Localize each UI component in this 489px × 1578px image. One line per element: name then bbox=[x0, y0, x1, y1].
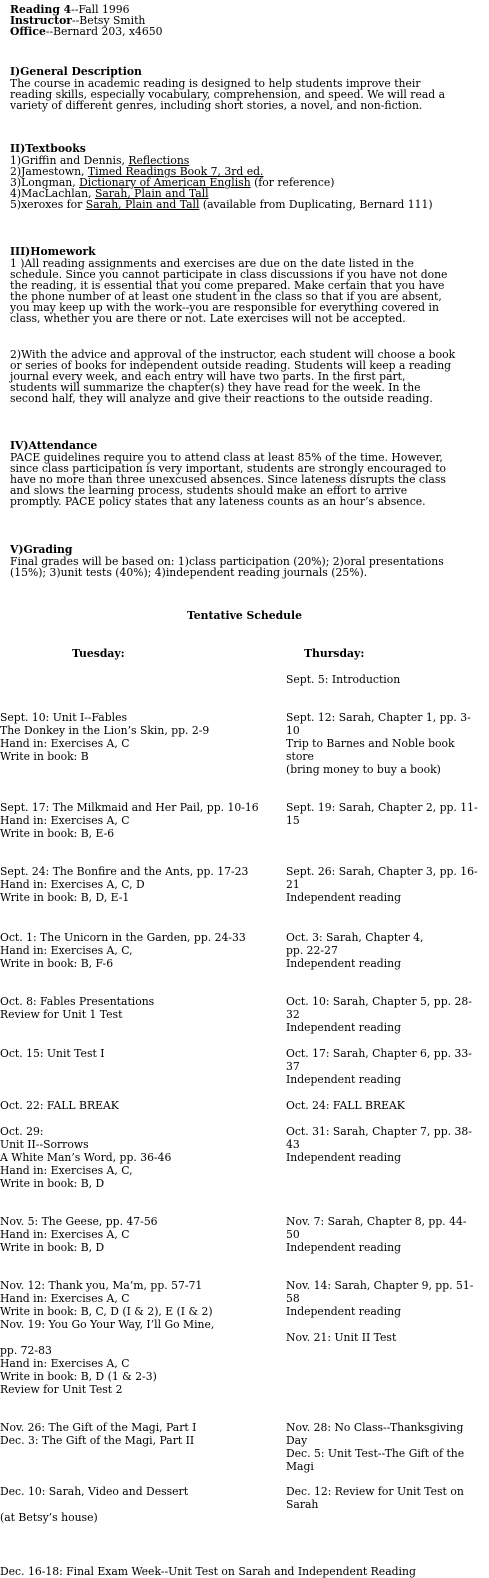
office-info: --Bernard 203, x4650 bbox=[45, 25, 163, 38]
textbook-prefix: 5)xeroxes for bbox=[10, 198, 86, 211]
text-line: 2)With the advice and approval of the instructor, each student will choose a book bbox=[10, 348, 456, 361]
tuesday-entry bbox=[0, 1100, 270, 1113]
textbook-suffix: (available from Duplicating, Bernard 111) bbox=[199, 198, 433, 211]
schedule-line: (bring money to buy a book) bbox=[286, 763, 441, 776]
text-line: the phone number of at least one student in the class so that if you are absent, bbox=[10, 290, 442, 303]
office-label: Office bbox=[10, 25, 46, 38]
office-line bbox=[10, 26, 163, 37]
attendance-text bbox=[10, 452, 480, 507]
tuesday-entry bbox=[0, 1126, 270, 1191]
schedule-line: Oct. 22: FALL BREAK bbox=[0, 1099, 119, 1112]
schedule-line: Hand in: Exercises A, C, D bbox=[0, 878, 145, 891]
grading-text bbox=[10, 556, 480, 578]
textbook-suffix: (for reference) bbox=[250, 176, 335, 189]
schedule-line: Write in book: B, E-6 bbox=[0, 827, 115, 840]
schedule-line: Nov. 21: Unit II Test bbox=[286, 1331, 397, 1344]
textbook-item bbox=[10, 199, 480, 210]
text-line: since class participation is very important, students are strongly encouraged to bbox=[10, 462, 447, 475]
homework-para-1 bbox=[10, 258, 480, 324]
schedule-line: Hand in: Exercises A, C, bbox=[0, 944, 133, 957]
schedule-line: Oct. 10: Sarah, Chapter 5, pp. 28- bbox=[286, 995, 472, 1008]
schedule-line: pp. 22-27 bbox=[286, 944, 338, 957]
thursday-entry bbox=[286, 802, 486, 828]
course-name: Reading 4 bbox=[10, 3, 72, 16]
tuesday-entry bbox=[0, 866, 270, 905]
thursday-entry bbox=[286, 674, 486, 687]
schedule-line: Oct. 3: Sarah, Chapter 4, bbox=[286, 931, 424, 944]
section-title-homework: III)Homework bbox=[10, 245, 96, 258]
thursday-entry bbox=[286, 1126, 486, 1165]
section-title-attendance: IV)Attendance bbox=[10, 439, 98, 452]
schedule-line: Nov. 12: Thank you, Ma’m, pp. 57-71 bbox=[0, 1279, 203, 1292]
schedule-line: Trip to Barnes and Noble book bbox=[286, 737, 455, 750]
schedule-line: Sept. 19: Sarah, Chapter 2, pp. 11- bbox=[286, 801, 478, 814]
textbook-prefix: 3)Longman, bbox=[10, 176, 80, 189]
schedule-line: Oct. 8: Fables Presentations bbox=[0, 995, 155, 1008]
schedule-line: Sept. 26: Sarah, Chapter 3, pp. 16- bbox=[286, 865, 478, 878]
schedule-line: Oct. 24: FALL BREAK bbox=[286, 1099, 405, 1112]
thursday-header: Thursday: bbox=[304, 647, 365, 660]
schedule-line: Write in book: B bbox=[0, 750, 89, 763]
textbook-prefix: 1)Griffin and Dennis, bbox=[10, 154, 129, 167]
schedule-line: Nov. 7: Sarah, Chapter 8, pp. 44- bbox=[286, 1215, 467, 1228]
text-line: the reading, it is essential that you come prepared. Make certain that you have bbox=[10, 279, 445, 292]
schedule-line: Hand in: Exercises A, C bbox=[0, 1228, 130, 1241]
textbook-list bbox=[10, 155, 480, 210]
schedule-line: Day bbox=[286, 1434, 308, 1447]
schedule-line: Dec. 5: Unit Test--The Gift of the bbox=[286, 1447, 465, 1460]
schedule-line: Review for Unit 1 Test bbox=[0, 1008, 123, 1021]
schedule-line: Write in book: B, D bbox=[0, 1177, 105, 1190]
schedule-line: Hand in: Exercises A, C bbox=[0, 737, 130, 750]
thursday-entry bbox=[286, 1100, 486, 1113]
text-line: class, whether you are there or not. Late exercises will not be accepted. bbox=[10, 312, 406, 325]
textbook-prefix: 2)Jamestown, bbox=[10, 165, 88, 178]
tuesday-entry bbox=[0, 996, 270, 1022]
text-line: (15%); 3)unit tests (40%); 4)independent reading journals (25%). bbox=[10, 566, 368, 579]
text-line: promptly. PACE policy states that any lateness counts as an hour’s absence. bbox=[10, 495, 426, 508]
thursday-entry bbox=[286, 1048, 486, 1087]
final-exam-line: Dec. 16-18: Final Exam Week--Unit Test on Sarah and Independent Reading bbox=[0, 1565, 416, 1578]
tuesday-entry bbox=[0, 1216, 270, 1255]
schedule-line: Hand in: Exercises A, C bbox=[0, 1292, 130, 1305]
tuesday-entry bbox=[0, 1280, 270, 1397]
schedule-line: Sarah bbox=[286, 1498, 319, 1511]
homework-para-2 bbox=[10, 349, 480, 404]
section-title-textbooks: II)Textbooks bbox=[10, 142, 86, 155]
tuesday-entry bbox=[0, 1048, 270, 1061]
schedule-line: Independent reading bbox=[286, 891, 402, 904]
schedule-line: Hand in: Exercises A, C, bbox=[0, 1164, 133, 1177]
schedule-line: Oct. 1: The Unicorn in the Garden, pp. 24-33 bbox=[0, 931, 246, 944]
tuesday-entry bbox=[0, 802, 270, 841]
text-line: variety of different genres, including short stories, a novel, and non-fiction. bbox=[10, 99, 423, 112]
thursday-entry bbox=[286, 866, 486, 905]
schedule-line: Unit II--Sorrows bbox=[0, 1138, 89, 1151]
schedule-line: Sept. 17: The Milkmaid and Her Pail, pp. 10-16 bbox=[0, 801, 259, 814]
schedule-line: Sept. 10: Unit I--Fables bbox=[0, 711, 128, 724]
schedule-line: Oct. 31: Sarah, Chapter 7, pp. 38- bbox=[286, 1125, 472, 1138]
schedule-line: Independent reading bbox=[286, 957, 402, 970]
schedule-line: pp. 72-83 bbox=[0, 1344, 52, 1357]
textbook-title: Timed Readings Book 7, 3rd ed. bbox=[87, 165, 264, 178]
schedule-title: Tentative Schedule bbox=[187, 609, 302, 622]
textbook-prefix: 4)MacLachlan, bbox=[10, 187, 95, 200]
schedule-line: Independent reading bbox=[286, 1305, 402, 1318]
textbook-title: Dictionary of American English bbox=[79, 176, 251, 189]
schedule-line: Hand in: Exercises A, C bbox=[0, 1357, 130, 1370]
schedule-line: Nov. 19: You Go Your Way, I’ll Go Mine, bbox=[0, 1318, 215, 1331]
schedule-line: The Donkey in the Lion’s Skin, pp. 2-9 bbox=[0, 724, 210, 737]
general-description bbox=[10, 78, 480, 111]
schedule-line: Dec. 3: The Gift of the Magi, Part II bbox=[0, 1434, 195, 1447]
schedule-line: 37 bbox=[286, 1060, 300, 1073]
thursday-entry bbox=[286, 1486, 486, 1512]
text-line: reading skills, especially vocabulary, comprehension, and speed. We will read a bbox=[10, 88, 446, 101]
thursday-entry bbox=[286, 996, 486, 1035]
tuesday-entry bbox=[0, 932, 270, 971]
schedule-line: Oct. 17: Sarah, Chapter 6, pp. 33- bbox=[286, 1047, 472, 1060]
schedule-line: 32 bbox=[286, 1008, 300, 1021]
schedule-line: Review for Unit Test 2 bbox=[0, 1383, 123, 1396]
schedule-line: (at Betsy’s house) bbox=[0, 1511, 98, 1524]
schedule-line: Write in book: B, F-6 bbox=[0, 957, 114, 970]
schedule-line: Magi bbox=[286, 1460, 314, 1473]
instructor-name: --Betsy Smith bbox=[71, 14, 146, 27]
tuesday-entry bbox=[0, 712, 270, 764]
text-line: The course in academic reading is designed to help students improve their bbox=[10, 77, 421, 90]
text-line: journal every week, and each entry will have two parts. In the first part, bbox=[10, 370, 406, 383]
schedule-line: Dec. 12: Review for Unit Test on bbox=[286, 1485, 464, 1498]
schedule-line: Sept. 5: Introduction bbox=[286, 673, 401, 686]
schedule-line: Sept. 12: Sarah, Chapter 1, pp. 3- bbox=[286, 711, 471, 724]
text-line: and slows the learning process, students should make an effort to arrive bbox=[10, 484, 408, 497]
thursday-entry bbox=[286, 712, 486, 777]
schedule-line: Oct. 29: bbox=[0, 1125, 44, 1138]
schedule-line: Independent reading bbox=[286, 1151, 402, 1164]
schedule-line: Write in book: B, C, D (I & 2), E (I & 2) bbox=[0, 1305, 213, 1318]
text-line: Final grades will be based on: 1)class participation (20%); 2)oral presentations bbox=[10, 555, 444, 568]
textbook-title: Reflections bbox=[128, 154, 190, 167]
schedule-line: Nov. 5: The Geese, pp. 47-56 bbox=[0, 1215, 158, 1228]
thursday-entry bbox=[286, 932, 486, 971]
schedule-line: Oct. 15: Unit Test I bbox=[0, 1047, 105, 1060]
course-term: --Fall 1996 bbox=[71, 3, 130, 16]
text-line: PACE guidelines require you to attend class at least 85% of the time. However, bbox=[10, 451, 443, 464]
schedule-line: 10 bbox=[286, 724, 300, 737]
tuesday-entry bbox=[0, 1422, 270, 1448]
schedule-line: Nov. 28: No Class--Thanksgiving bbox=[286, 1421, 464, 1434]
schedule-line: 58 bbox=[286, 1292, 300, 1305]
schedule-line: Write in book: B, D, E-1 bbox=[0, 891, 130, 904]
text-line: you may keep up with the work--you are responsible for everything covered in bbox=[10, 301, 439, 314]
text-line: or series of books for independent outside reading. Students will keep a reading bbox=[10, 359, 452, 372]
schedule-line: Hand in: Exercises A, C bbox=[0, 814, 130, 827]
schedule-line: 43 bbox=[286, 1138, 300, 1151]
schedule-line: Sept. 24: The Bonfire and the Ants, pp. 17-23 bbox=[0, 865, 249, 878]
schedule-line: 50 bbox=[286, 1228, 300, 1241]
section-title-grading: V)Grading bbox=[10, 543, 73, 556]
schedule-line: Write in book: B, D (1 & 2-3) bbox=[0, 1370, 157, 1383]
schedule-line: 15 bbox=[286, 814, 300, 827]
schedule-line: Nov. 14: Sarah, Chapter 9, pp. 51- bbox=[286, 1279, 474, 1292]
schedule-line: Independent reading bbox=[286, 1073, 402, 1086]
text-line: 1 )All reading assignments and exercises are due on the date listed in the bbox=[10, 257, 414, 270]
schedule-line: A White Man’s Word, pp. 36-46 bbox=[0, 1151, 172, 1164]
schedule-line: Independent reading bbox=[286, 1241, 402, 1254]
text-line: second half, they will analyze and give their reactions to the outside reading. bbox=[10, 392, 433, 405]
textbook-title: Sarah, Plain and Tall bbox=[85, 198, 200, 211]
schedule-line: 21 bbox=[286, 878, 300, 891]
schedule-line: Dec. 10: Sarah, Video and Dessert bbox=[0, 1485, 189, 1498]
schedule-line: Independent reading bbox=[286, 1021, 402, 1034]
section-title-general: I)General Description bbox=[10, 65, 142, 78]
schedule-line: Write in book: B, D bbox=[0, 1241, 105, 1254]
schedule-line: Nov. 26: The Gift of the Magi, Part I bbox=[0, 1421, 197, 1434]
instructor-label: Instructor bbox=[10, 14, 72, 27]
schedule-line: store bbox=[286, 750, 314, 763]
tuesday-entry bbox=[0, 1486, 270, 1525]
textbook-title: Sarah, Plain and Tall bbox=[94, 187, 209, 200]
thursday-entry bbox=[286, 1422, 486, 1474]
tuesday-header: Tuesday: bbox=[72, 647, 125, 660]
thursday-entry bbox=[286, 1280, 486, 1345]
thursday-entry bbox=[286, 1216, 486, 1255]
text-line: have no more than three unexcused absences. Since lateness disrupts the class bbox=[10, 473, 446, 486]
text-line: schedule. Since you cannot participate in class discussions if you have not done bbox=[10, 268, 448, 281]
text-line: students will summarize the chapter(s) they have read for the week. In the bbox=[10, 381, 421, 394]
